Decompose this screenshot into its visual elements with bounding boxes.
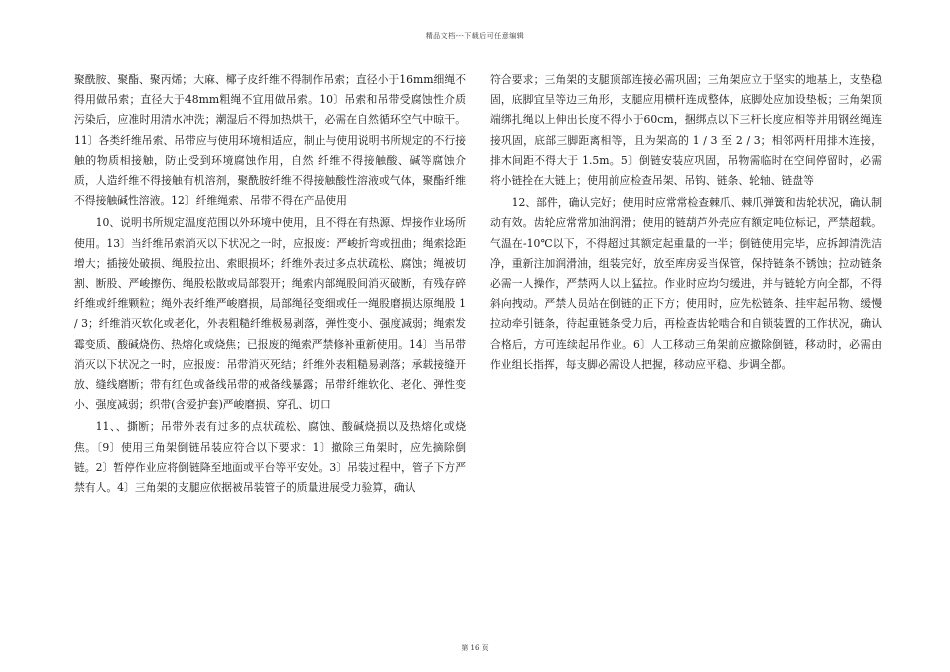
paragraph: 聚酰胺、聚酯、聚丙烯；大麻、椰子皮纤维不得制作吊索；直径小于16mm细绳不得用做吊索；直径大于48mm粗绳不宜用做吊索。10〕吊索和吊带受腐蚀性介质污染后，应准时用清水冲洗；潮湿后不得加热烘干，必需在自然循环空气中晾干。11〕各类纤维吊索、吊带应与使用环境相适应，制止与使用说明书所规定的不行接触的物质相接触，防止受到环境腐蚀作用，自然 纤维不得接触酸、碱等腐蚀介质，人造纤维不得接触有机溶剂，聚酰胺纤维不得接触酸性溶液或气体，聚酯纤维不得接触碱性溶液。12〕纤维绳索、吊带不得在产品使用 (74, 73, 466, 208)
right-column (490, 70, 882, 375)
page-header: 精品文档---下载后可任意编辑 (425, 32, 525, 40)
page-number: 第 16 页 (461, 644, 489, 652)
paragraph: 10、说明书所规定温度范围以外环境中使用，且不得在有热源、焊接作业场所使用。13〕当纤维吊索消灭以下状况之一时，应报废：严峻折弯或扭曲；绳索捻距增大；插接处破损、绳股拉出、索眼损坏；纤维外表过多点状疏松、腐蚀；绳被切割、断股、严峻擦伤、绳股松散或局部裂开；绳索内部绳股间消灭破断，有残存碎纤维或纤维颗粒；绳外表纤维严峻磨损，局部绳径变细或任一绳股磨损达原绳股 1 / 3；纤维消灭软化或老化，外表粗糙纤维极易剥落，弹性变小、强度减弱；绳索发霉变质、酸碱烧伤、热熔化或烧焦；已报废的绳索严禁修补重新使用。14〕当吊带消灭以下状况之一时，应报废：吊带消灭死结；纤维外表粗糙易剥落；承载接缝开放、缝线磨断；带有红色或备线吊带的戒备线暴露；吊带纤维软化、老化、弹性变小、强度减弱；织带(含爱护套)严峻磨损、穿孔、切口 (74, 216, 466, 412)
left-column (74, 70, 466, 498)
paragraph: 符合要求；三角架的支腿顶部连接必需巩固；三角架应立于坚实的地基上，支垫稳固，底脚宜呈等边三角形，支腿应用横杆连成整体，底脚处应加设垫板；三角架顶端绑扎绳以上伸出长度不得小于60cm，捆绑点以下三杆长度应相等并用钢丝绳连接巩固，底部三脚距离相等，且为架高的 1 / 3 至 2 / 3；相邻两杆用排木连接，排木间距不得大于 1.5m。5〕倒链安装应巩固，吊物需临时在空间停留时，必需将小链拴在大链上；使用前应检查吊架、吊钩、链条、轮轴、链盘等 (490, 73, 882, 188)
paragraph: 11、、撕断；吊带外表有过多的点状疏松、腐蚀、酸碱烧损以及热熔化或烧焦。〔9〕使用三角架倒链吊装应符合以下要求：1〕撤除三角架时，应先摘除倒链。2〕暂停作业应将倒链降至地面或平台等平安处。3〕吊装过程中，管子下方严禁有人。4〕三角架的支腿应依据被吊装管子的质量进展受力验算，确认 (74, 420, 466, 495)
paragraph: 12、部件，确认完好；使用时应常常检查棘爪、棘爪弹簧和齿轮状况，确认制动有效。齿轮应常常加油润滑；使用的链葫芦外壳应有额定吨位标记，严禁超载。气温在-10℃以下，不得超过其额定起重量的一半；倒链使用完毕，应拆卸清洗洁净，重新注加润滑油，组装完好，放至库房妥当保管，保持链条不锈蚀；拉动链条必需一人操作，严禁两人以上猛拉。作业时应均匀缓进，并与链轮方向全都，不得斜向拽动。严禁人员站在倒链的正下方；使用时，应先松链条、挂牢起吊物、缓慢拉动牵引链条，待起重链条受力后，再检查齿轮啮合和自锁装置的工作状况，确认合格后，方可连续起吊作业。6〕人工移动三角架前应撤除倒链，移动时，必需由作业组长指挥，每支脚必需设人把握，移动应平稳、步调全都。 (490, 196, 882, 371)
